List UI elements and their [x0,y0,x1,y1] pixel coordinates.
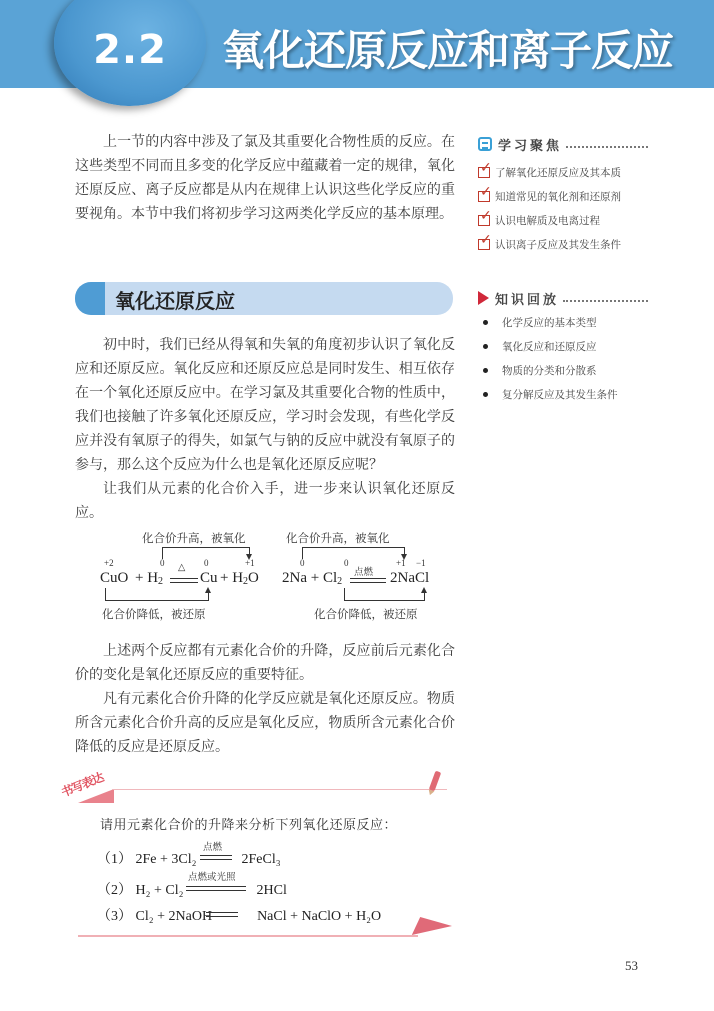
sidebar [478,134,648,406]
checkbox-icon [478,167,490,178]
review-heading [478,288,648,308]
item-lhs: 2Fe + 3Cl₂ [135,852,197,867]
equation-na-cl2: 化合价升高，被氧化 0 0 +1 −1 $2Na + Cl_2$ 点燃 2NaCl 化合价降低，被还原 [282,530,452,625]
review-item-label: 氧化反应和还原反应 [502,340,597,353]
section-heading [75,282,453,315]
oxidation-state: −1 [416,558,426,568]
dotted-leader [566,140,648,148]
section-title: 氧化还原反应 [115,289,235,313]
writing-prompt: 请用元素化合价的升降来分析下列氧化还原反应： [100,818,398,833]
focus-item-label: 知道常见的氧化剂和还原剂 [495,190,621,203]
focus-item-label: 认识电解质及电离过程 [495,214,600,227]
equation-cuo-h2: 化合价升高，被氧化 +2 0 0 +1 CuO + $H_2$ △ Cu + $H_2O$ 化合价降低，被还原 [100,530,270,625]
eq-bottom-note: 化合价降低，被还原 [314,609,418,621]
section-body-2 [75,639,455,759]
review-item [478,382,648,406]
divider [112,789,447,790]
section-number-badge [54,0,206,106]
focus-icon [478,137,492,151]
checkbox-icon [478,191,490,202]
eq-top-note: 化合价升高，被氧化 [142,533,246,545]
oxidation-state: 0 [160,558,165,568]
item-lhs: H₂ + Cl₂ [135,883,184,898]
focus-item [478,160,648,184]
body-paragraph: 上述两个反应都有元素化合价的升降，反应前后元素化合价的变化是氧化还原反应的重要特征。 [75,643,455,683]
oxidation-state: 0 [204,558,209,568]
oxidation-state: 0 [300,558,305,568]
focus-heading [478,134,648,154]
reaction-condition: △ [178,562,186,573]
section-body-1 [75,333,455,525]
bullet-icon [483,320,488,325]
reaction-condition: 点燃或光照 [188,872,236,883]
oxidation-state: +1 [245,558,255,568]
oxidation-state: +2 [104,558,114,568]
writing-tag: 书写表达 [59,770,106,800]
review-item [478,310,648,334]
review-item-label: 复分解反应及其发生条件 [502,388,618,401]
item-number: （3） [97,909,132,924]
eq-bottom-note: 化合价降低，被还原 [102,609,206,621]
focus-item [478,184,648,208]
focus-item-label: 了解氧化还原反应及其本质 [495,166,621,179]
focus-item-label: 认识离子反应及其发生条件 [495,238,621,251]
reaction-condition: 点燃 [203,842,223,853]
body-paragraph: 让我们从元素的化合价入手，进一步来认识氧化还原反应。 [75,481,455,521]
oxidation-state: +1 [396,558,406,568]
page-number: 53 [625,958,638,973]
triangle-icon [478,291,489,305]
focus-item [478,208,648,232]
item-rhs: 2HCl [256,883,287,898]
arrow-up-icon [205,587,211,593]
equals-sign [350,578,386,583]
item-number: （2） [97,883,132,898]
review-item [478,334,648,358]
exercise-item-3 [97,905,381,925]
exercise-item-1 [97,848,281,868]
review-item-label: 物质的分类和分散系 [502,364,597,377]
item-number: （1） [97,852,132,867]
body-paragraph: 初中时，我们已经从得氧和失氧的角度初步认识了氧化反应和还原反应。氧化反应和还原反应总是同时发生、相互依存在一个氧化还原反应中。在学习氯及其重要化合物的性质中，我们也接触了许多氧化还原反应，学习时会发现，有些化学反应并没有氧原子的得失，如氯气与钠的反应中就没有氧原子的参与，那么这个反应为什么也是氧化还原反应呢？ [75,337,455,473]
intro-block [75,130,455,226]
focus-item [478,232,648,256]
checkbox-icon [478,215,490,226]
reaction-condition: 点燃 [354,567,374,578]
eq-top-note: 化合价升高，被氧化 [286,533,390,545]
eq-reactant-1: CuO [100,570,129,586]
equals-sign [170,578,198,583]
review-item-label: 化学反应的基本类型 [502,316,597,329]
focus-title: 学习聚焦 [498,138,563,154]
dotted-leader [563,294,648,302]
chapter-title: 氧化还原反应和离子反应 [222,26,674,75]
arrow-right-icon [412,917,456,935]
equals-sign [186,886,246,891]
divider [78,935,418,937]
heading-tab [75,282,105,315]
equals-sign [206,912,238,917]
item-lhs: Cl₂ + 2NaOH [135,909,213,924]
body-paragraph: 凡有元素化合价升降的化学反应就是氧化还原反应。物质所含元素化合价升高的反应是氧化反应，物质所含元素化合价降低的反应是还原反应。 [75,691,455,755]
section-number: 2.2 [93,27,167,73]
bullet-icon [483,392,488,397]
item-rhs: 2FeCl₃ [241,852,281,867]
intro-paragraph: 上一节的内容中涉及了氯及其重要化合物性质的反应。在这些类型不同而且多变的化学反应中蕴藏着一定的规律，氧化还原反应、离子反应都是从内在规律上认识这些化学反应的重要视角。本节中我们将初步学习这两类化学反应的基本原理。 [75,134,455,222]
bullet-icon [483,344,488,349]
review-item [478,358,648,382]
arrow-up-icon [421,587,427,593]
equals-sign [200,855,232,860]
oxidation-state: 0 [344,558,349,568]
item-rhs: NaCl + NaClO + H₂O [257,909,382,924]
bullet-icon [483,368,488,373]
review-title: 知识回放 [495,292,560,308]
checkbox-icon [478,239,490,250]
